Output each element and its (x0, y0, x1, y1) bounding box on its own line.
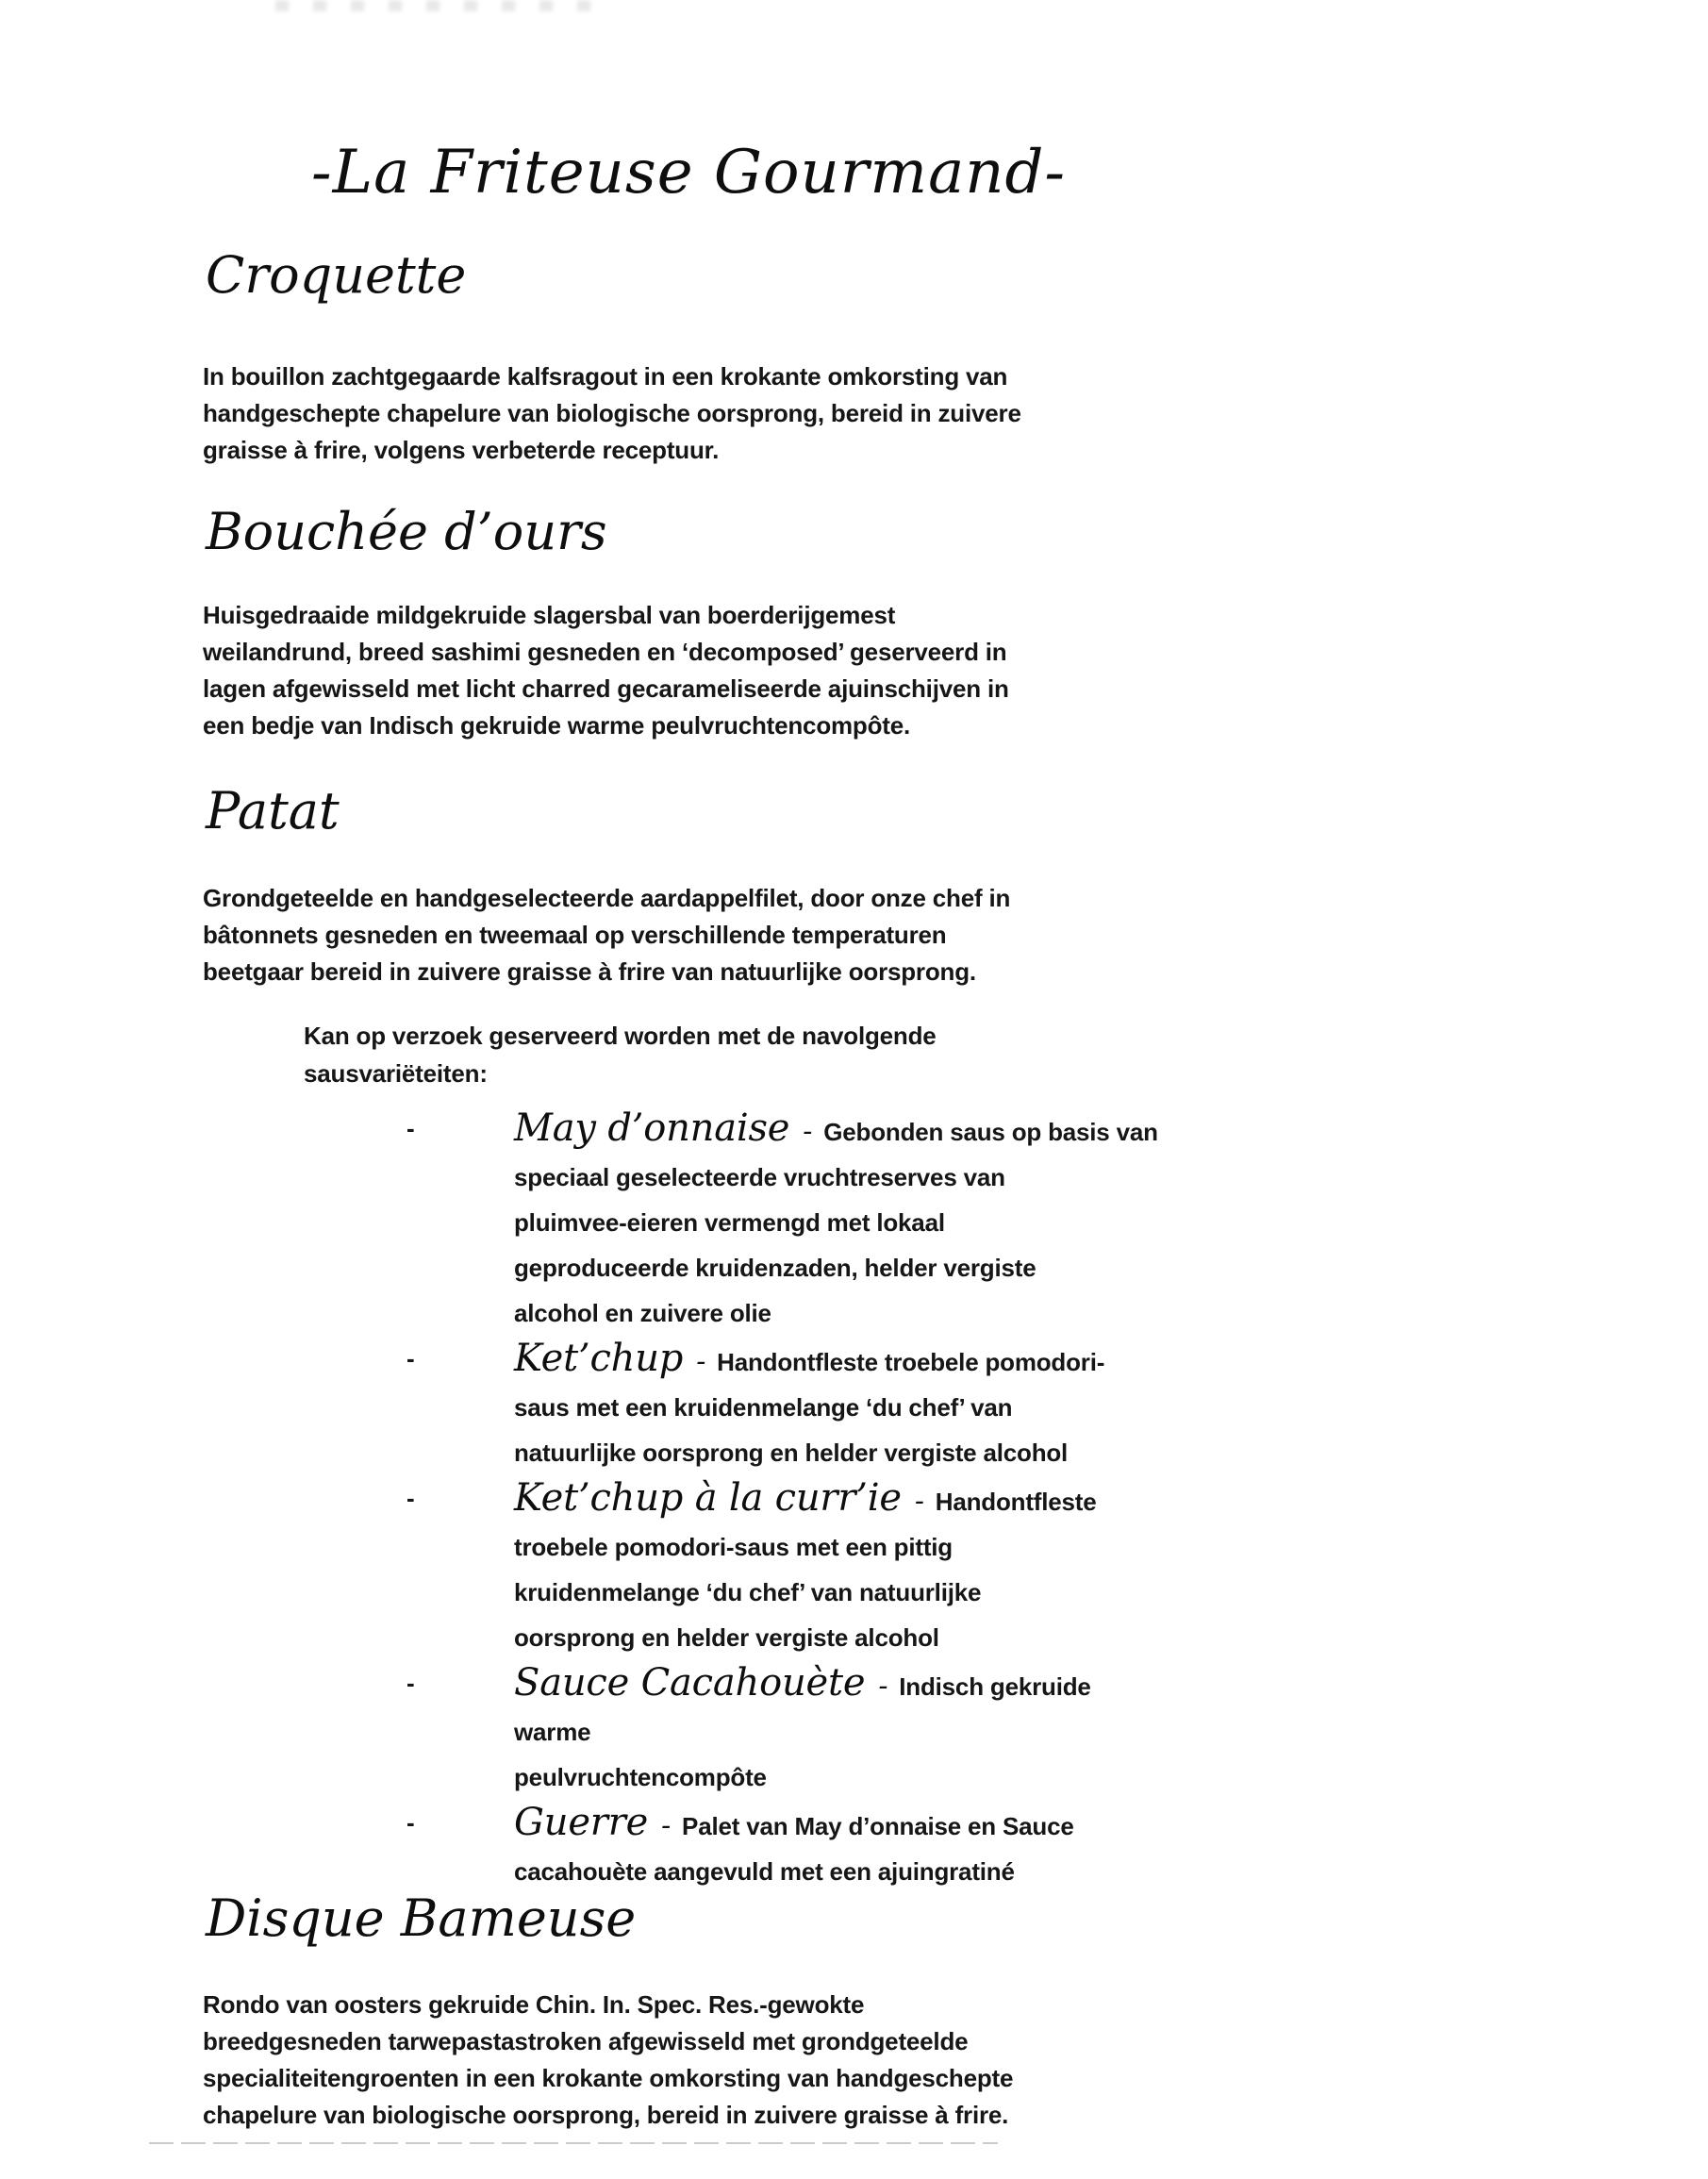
paragraph-croquette (203, 358, 1184, 469)
dash-bullet: - (406, 1808, 415, 1837)
text-line: sausvariëteiten: (304, 1059, 488, 1088)
paragraph-bouchee-dours (203, 597, 1184, 744)
sauce-item-sauce-cacahouete (406, 1660, 1180, 1800)
name-separator: - (803, 1115, 813, 1148)
section-heading-disque-bameuse: Disque Bameuse (206, 1888, 637, 1948)
sauce-name: Sauce Cacahouète (514, 1661, 866, 1705)
sauce-list (406, 1106, 1180, 1894)
sauce-note (304, 1017, 1020, 1092)
text-line: Kan op verzoek geserveerd worden met de navolgende (304, 1022, 937, 1050)
sauce-item-ketchup (406, 1336, 1180, 1475)
section-heading-croquette: Croquette (206, 245, 467, 305)
text-line: Rondo van oosters gekruide Chin. In. Spec. Res.-gewokte (203, 1990, 865, 2019)
text-line: Huisgedraaide mildgekruide slagersbal van boerderijgemest (203, 601, 896, 629)
text-line: weilandrund, breed sashimi gesneden en ‘decomposed’ geserveerd in (203, 638, 1007, 666)
text-line: kruidenmelange ‘du chef’ van natuurlijke (514, 1578, 982, 1606)
dash-bullet: - (406, 1484, 415, 1512)
text-line: een bedje van Indisch gekruide warme peulvruchtencompôte. (203, 711, 911, 740)
sauce-item-ketchup-currie (406, 1475, 1180, 1660)
text-line: oorsprong en helder vergiste alcohol (514, 1623, 939, 1652)
sauce-first-line (514, 1660, 1174, 1755)
text-line: alcohol en zuivere olie (514, 1299, 771, 1327)
sauce-name: Guerre (514, 1801, 649, 1844)
text-line: handgeschepte chapelure van biologische oorsprong, bereid in zuivere (203, 399, 1021, 427)
text-line: beetgaar bereid in zuivere graisse à frire van natuurlijke oorsprong. (203, 957, 976, 986)
scan-artifact-top (275, 0, 596, 11)
scan-artifact-bottom-line (149, 2142, 998, 2144)
sauce-first-line (514, 1336, 1174, 1385)
menu-title: -La Friteuse Gourmand- (310, 138, 1067, 208)
text-line: geproduceerde kruidenzaden, helder vergiste (514, 1254, 1036, 1282)
text-line: speciaal geselecteerde vruchtreserves van (514, 1163, 1005, 1191)
text-line: peulvruchtencompôte (514, 1763, 767, 1791)
text-line: specialiteitengroenten in een krokante omkorsting van handgeschepte (203, 2064, 1014, 2092)
sauce-description: Gebonden saus op basis van (823, 1118, 1158, 1146)
text-line: natuurlijke oorsprong en helder vergiste alcohol (514, 1439, 1069, 1467)
text-line: bâtonnets gesneden en tweemaal op verschillende temperaturen (203, 921, 947, 949)
section-heading-patat: Patat (206, 781, 340, 840)
name-separator: - (914, 1485, 924, 1518)
paragraph-patat (203, 880, 1184, 990)
sauce-description: Indisch gekruide warme (514, 1672, 1091, 1746)
name-separator: - (878, 1670, 888, 1703)
name-separator: - (661, 1809, 672, 1842)
paragraph-disque-bameuse (203, 1987, 1184, 2134)
text-line: cacahouète aangevuld met een ajuingratiné (514, 1857, 1015, 1886)
sauce-name: Ket’chup (514, 1337, 684, 1380)
text-line: troebele pomodori-saus met een pittig (514, 1533, 953, 1561)
sauce-item-may-donnaise (406, 1106, 1180, 1336)
sauce-name: May d’onnaise (514, 1106, 790, 1150)
sauce-description: Handontfleste troebele pomodori- (717, 1348, 1105, 1376)
dash-bullet: - (406, 1114, 415, 1142)
sauce-first-line (514, 1106, 1174, 1155)
text-line: breedgesneden tarwepastastroken afgewisseld met grondgeteelde (203, 2027, 969, 2055)
text-line: chapelure van biologische oorsprong, bereid in zuivere graisse à frire. (203, 2101, 1009, 2129)
text-line: saus met een kruidenmelange ‘du chef’ van (514, 1393, 1013, 1422)
text-line: pluimvee-eieren vermengd met lokaal (514, 1208, 945, 1237)
name-separator: - (696, 1345, 706, 1378)
dash-bullet: - (406, 1669, 415, 1697)
text-line: lagen afgewisseld met licht charred gecarameliseerde ajuinschijven in (203, 674, 1009, 703)
sauce-first-line (514, 1475, 1174, 1524)
text-line: In bouillon zachtgegaarde kalfsragout in een krokante omkorsting van (203, 362, 1008, 391)
text-line: Grondgeteelde en handgeselecteerde aardappelfilet, door onze chef in (203, 884, 1011, 912)
sauce-first-line (514, 1800, 1174, 1849)
sauce-description: Handontfleste (935, 1488, 1097, 1516)
sauce-name: Ket’chup à la curr’ie (514, 1476, 902, 1520)
section-heading-bouchee-dours: Bouchée d’ours (206, 502, 607, 561)
dash-bullet: - (406, 1344, 415, 1372)
sauce-description: Palet van May d’onnaise en Sauce (682, 1812, 1074, 1840)
text-line: graisse à frire, volgens verbeterde receptuur. (203, 436, 720, 464)
